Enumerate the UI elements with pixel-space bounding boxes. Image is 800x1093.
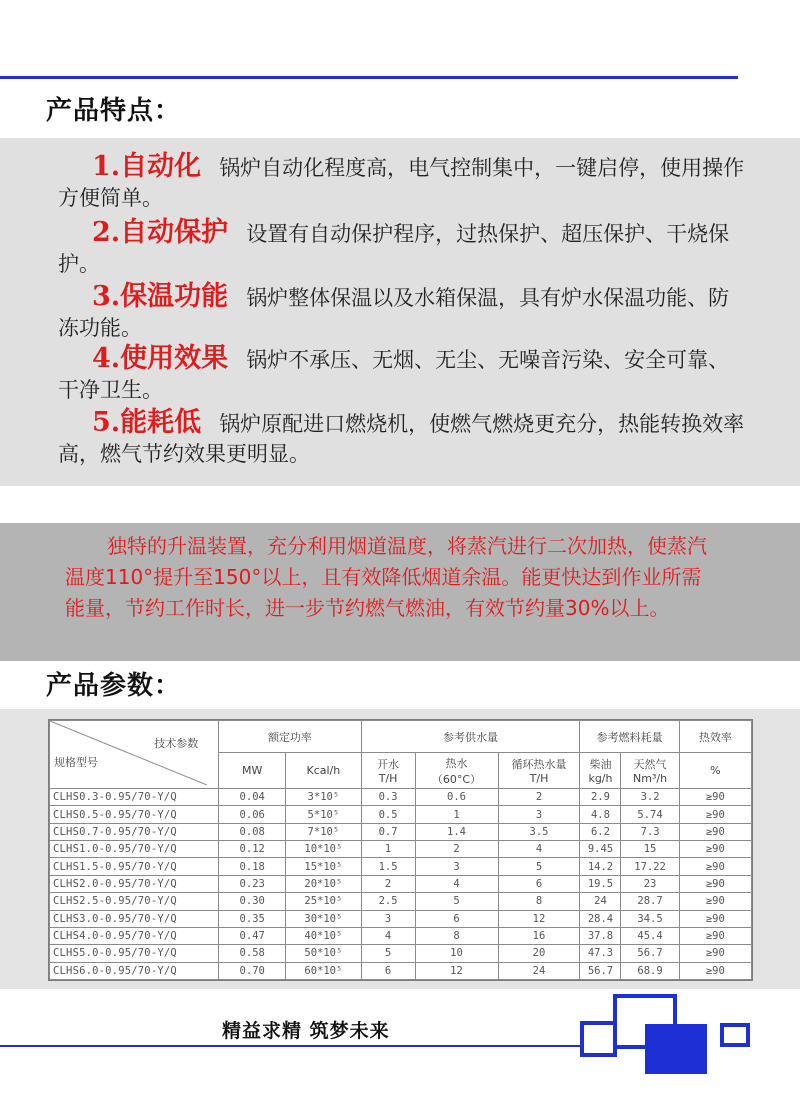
value-cell: 1: [415, 806, 498, 823]
value-cell: 3.2: [621, 789, 679, 806]
table-row: [50, 841, 752, 858]
corner-header-top: 技术参数: [154, 737, 199, 750]
feature-heading: 2.自动保护: [92, 217, 229, 248]
value-cell: 0.12: [219, 841, 286, 858]
table-row: [50, 823, 752, 840]
value-cell: ≥90: [679, 945, 751, 962]
table-row: [50, 893, 752, 910]
value-cell: 4: [361, 927, 415, 944]
value-cell: 2.5: [361, 893, 415, 910]
value-cell: 0.06: [219, 806, 286, 823]
header-rated-power: 额定功率: [219, 721, 361, 753]
value-cell: 6: [498, 875, 580, 892]
subheader-boiling-water: 开水 T/H: [361, 753, 415, 789]
value-cell: 60*10⁵: [286, 962, 361, 979]
value-cell: 28.7: [621, 893, 679, 910]
model-cell: CLHS0.7-0.95/70-Y/Q: [50, 823, 219, 840]
model-cell: CLHS5.0-0.95/70-Y/Q: [50, 945, 219, 962]
value-cell: 40*10⁵: [286, 927, 361, 944]
value-cell: 0.04: [219, 789, 286, 806]
value-cell: ≥90: [679, 823, 751, 840]
model-cell: CLHS2.0-0.95/70-Y/Q: [50, 875, 219, 892]
subheader-mw: MW: [219, 753, 286, 789]
params-table-frame: [48, 719, 753, 981]
value-cell: 10: [415, 945, 498, 962]
feature-text: 锅炉自动化程度高，电气控制集中，一键启停，使用操作方便简单。: [58, 156, 745, 210]
value-cell: 16: [498, 927, 580, 944]
value-cell: 37.8: [580, 927, 621, 944]
value-cell: 7.3: [621, 823, 679, 840]
table-row: [50, 945, 752, 962]
value-cell: 15: [621, 841, 679, 858]
subheader-percent: %: [679, 753, 751, 789]
value-cell: 17.22: [621, 858, 679, 875]
value-cell: 8: [498, 893, 580, 910]
value-cell: 12: [498, 910, 580, 927]
value-cell: ≥90: [679, 910, 751, 927]
value-cell: 24: [498, 962, 580, 979]
value-cell: 3: [498, 806, 580, 823]
feature-item: [58, 408, 748, 469]
feature-heading: 1.自动化: [92, 151, 202, 182]
value-cell: 2: [361, 875, 415, 892]
bottom-divider: [0, 1045, 612, 1047]
value-cell: 0.08: [219, 823, 286, 840]
table-row: [50, 927, 752, 944]
subheader-diesel: 柴油 kg/h: [580, 753, 621, 789]
footer-slogan: 精益求精 筑梦未来: [222, 1020, 390, 1042]
value-cell: ≥90: [679, 893, 751, 910]
table-row: [50, 962, 752, 979]
table-row: [50, 875, 752, 892]
value-cell: 7*10⁵: [286, 823, 361, 840]
value-cell: 4: [498, 841, 580, 858]
highlight-text: 独特的升温装置，充分利用烟道温度，将蒸汽进行二次加热，使蒸汽温度110°提升至150°以上，且有效降低烟道余温。能更快达到作业所需能量，节约工作时长，进一步节约燃气燃油，有效节约量30%以上。: [65, 534, 707, 620]
value-cell: 0.47: [219, 927, 286, 944]
value-cell: 4.8: [580, 806, 621, 823]
features-section-title: 产品特点：: [46, 96, 182, 126]
value-cell: 2.9: [580, 789, 621, 806]
value-cell: 6: [415, 910, 498, 927]
feature-item: [58, 344, 748, 405]
model-cell: CLHS0.5-0.95/70-Y/Q: [50, 806, 219, 823]
value-cell: 10*10⁵: [286, 841, 361, 858]
value-cell: 5: [361, 945, 415, 962]
value-cell: 3: [415, 858, 498, 875]
model-cell: CLHS1.0-0.95/70-Y/Q: [50, 841, 219, 858]
value-cell: 56.7: [580, 962, 621, 979]
value-cell: 3*10⁵: [286, 789, 361, 806]
feature-text: 锅炉原配进口燃烧机，使燃气燃烧更充分，热能转换效率高，燃气节约效果更明显。: [58, 412, 745, 466]
model-cell: CLHS4.0-0.95/70-Y/Q: [50, 927, 219, 944]
table-row: [50, 789, 752, 806]
value-cell: 4: [415, 875, 498, 892]
value-cell: 0.58: [219, 945, 286, 962]
value-cell: 0.3: [361, 789, 415, 806]
decorative-square-filled: [645, 1024, 707, 1074]
feature-heading: 4.使用效果: [92, 343, 229, 374]
header-efficiency: 热效率: [679, 721, 751, 753]
value-cell: 3: [361, 910, 415, 927]
value-cell: 56.7: [621, 945, 679, 962]
feature-text: 锅炉整体保温以及水箱保温，具有炉水保温功能、防冻功能。: [58, 286, 730, 340]
value-cell: 0.7: [361, 823, 415, 840]
table-row: [50, 910, 752, 927]
value-cell: 1.4: [415, 823, 498, 840]
subheader-natural-gas: 天然气 Nm³/h: [621, 753, 679, 789]
corner-header-bottom: 规格型号: [54, 756, 98, 769]
model-cell: CLHS6.0-0.95/70-Y/Q: [50, 962, 219, 979]
value-cell: 20*10⁵: [286, 875, 361, 892]
value-cell: 5: [498, 858, 580, 875]
value-cell: 0.30: [219, 893, 286, 910]
value-cell: 9.45: [580, 841, 621, 858]
value-cell: 47.3: [580, 945, 621, 962]
value-cell: 1.5: [361, 858, 415, 875]
subheader-hot-water: 热水 （60°C）: [415, 753, 498, 789]
value-cell: ≥90: [679, 841, 751, 858]
decorative-square-outline-small: [580, 1021, 617, 1057]
value-cell: 0.5: [361, 806, 415, 823]
value-cell: 30*10⁵: [286, 910, 361, 927]
feature-heading: 3.保温功能: [92, 281, 229, 312]
feature-item: [58, 218, 748, 279]
params-table: [49, 720, 752, 980]
value-cell: 50*10⁵: [286, 945, 361, 962]
value-cell: 28.4: [580, 910, 621, 927]
table-row: [50, 806, 752, 823]
features-panel: [0, 138, 800, 486]
decorative-square-outline-right: [720, 1023, 750, 1047]
value-cell: ≥90: [679, 962, 751, 979]
value-cell: 45.4: [621, 927, 679, 944]
params-section-title: 产品参数：: [46, 671, 182, 701]
feature-item: [58, 152, 748, 213]
value-cell: 6.2: [580, 823, 621, 840]
value-cell: 6: [361, 962, 415, 979]
value-cell: 0.18: [219, 858, 286, 875]
subheader-circulating-water: 循环热水量 T/H: [498, 753, 580, 789]
value-cell: 8: [415, 927, 498, 944]
table-corner-header: [50, 721, 219, 789]
value-cell: ≥90: [679, 858, 751, 875]
value-cell: 12: [415, 962, 498, 979]
corner-diagonal: [50, 721, 207, 785]
value-cell: 2: [415, 841, 498, 858]
value-cell: 14.2: [580, 858, 621, 875]
value-cell: ≥90: [679, 875, 751, 892]
feature-heading: 5.能耗低: [92, 407, 202, 438]
value-cell: 3.5: [498, 823, 580, 840]
value-cell: 5*10⁵: [286, 806, 361, 823]
value-cell: 1: [361, 841, 415, 858]
feature-item: [58, 282, 748, 343]
feature-text: 设置有自动保护程序，过热保护、超压保护、干烧保护。: [58, 222, 730, 276]
table-row: [50, 858, 752, 875]
value-cell: 15*10⁵: [286, 858, 361, 875]
value-cell: 0.70: [219, 962, 286, 979]
value-cell: 0.35: [219, 910, 286, 927]
value-cell: 25*10⁵: [286, 893, 361, 910]
params-table-panel: [0, 709, 800, 989]
model-cell: CLHS1.5-0.95/70-Y/Q: [50, 858, 219, 875]
value-cell: 2: [498, 789, 580, 806]
value-cell: 5.74: [621, 806, 679, 823]
model-cell: CLHS3.0-0.95/70-Y/Q: [50, 910, 219, 927]
header-water-supply: 参考供水量: [361, 721, 580, 753]
header-fuel-consumption: 参考燃料耗量: [580, 721, 679, 753]
value-cell: ≥90: [679, 806, 751, 823]
value-cell: 5: [415, 893, 498, 910]
value-cell: 0.6: [415, 789, 498, 806]
value-cell: 24: [580, 893, 621, 910]
subheader-kcal: Kcal/h: [286, 753, 361, 789]
value-cell: 20: [498, 945, 580, 962]
model-cell: CLHS2.5-0.95/70-Y/Q: [50, 893, 219, 910]
value-cell: 0.23: [219, 875, 286, 892]
value-cell: ≥90: [679, 789, 751, 806]
value-cell: 68.9: [621, 962, 679, 979]
value-cell: 23: [621, 875, 679, 892]
value-cell: 19.5: [580, 875, 621, 892]
model-cell: CLHS0.3-0.95/70-Y/Q: [50, 789, 219, 806]
feature-text: 锅炉不承压、无烟、无尘、无噪音污染、安全可靠、干净卫生。: [58, 348, 730, 402]
value-cell: ≥90: [679, 927, 751, 944]
top-divider: [0, 76, 738, 79]
value-cell: 34.5: [621, 910, 679, 927]
highlight-panel: [0, 523, 800, 661]
